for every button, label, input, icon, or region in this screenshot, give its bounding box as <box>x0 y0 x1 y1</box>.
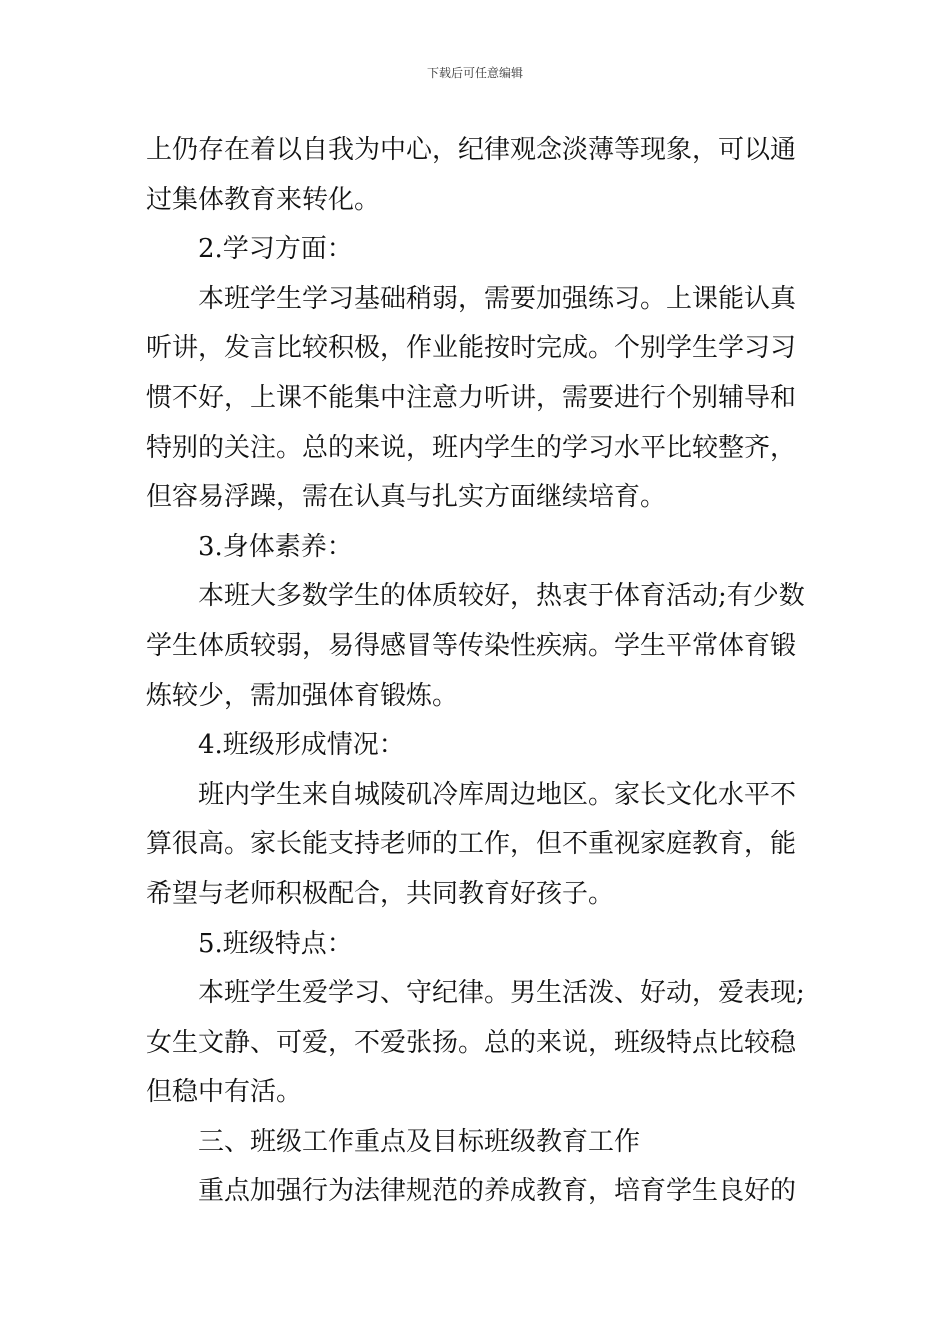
section-heading: 4.班级形成情况： <box>198 730 405 761</box>
text-line: 学生体质较弱，易得感冒等传染性疾病。学生平常体育锻 <box>146 630 797 661</box>
text-line: 炼较少，需加强体育锻炼。 <box>146 680 459 711</box>
text-line: 希望与老师积极配合，共同教育好孩子。 <box>146 878 615 909</box>
section-heading: 3.身体素养： <box>198 531 353 562</box>
section-heading: 三、班级工作重点及目标班级教育工作 <box>198 1126 641 1157</box>
page-header: 下载后可任意编辑 <box>426 66 523 80</box>
section-heading: 2.学习方面： <box>198 234 353 265</box>
text-line: 特别的关注。总的来说，班内学生的学习水平比较整齐， <box>146 432 797 463</box>
text-line: 过集体教育来转化。 <box>146 184 381 215</box>
paragraph-start: 本班大多数学生的体质较好，热衷于体育活动;有少数 <box>198 581 805 612</box>
text-line: 听讲，发言比较积极，作业能按时完成。个别学生学习习 <box>146 333 797 364</box>
text-line: 算很高。家长能支持老师的工作，但不重视家庭教育，能 <box>146 829 797 860</box>
document-body <box>146 126 806 1217</box>
section-heading: 5.班级特点： <box>198 928 353 959</box>
paragraph-start: 本班学生爱学习、守纪律。男生活泼、好动，爱表现; <box>198 978 805 1009</box>
paragraph-start: 班内学生来自城陵矶冷库周边地区。家长文化水平不 <box>198 779 797 810</box>
text-line: 女生文静、可爱，不爱张扬。总的来说，班级特点比较稳 <box>146 1027 797 1058</box>
text-line: 但容易浮躁，需在认真与扎实方面继续培育。 <box>146 482 667 513</box>
paragraph-start: 本班学生学习基础稍弱，需要加强练习。上课能认真 <box>198 283 797 314</box>
text-line: 惯不好，上课不能集中注意力听讲，需要进行个别辅导和 <box>146 382 797 413</box>
text-line: 上仍存在着以自我为中心，纪律观念淡薄等现象，可以通 <box>146 135 797 165</box>
text-line: 但稳中有活。 <box>146 1077 303 1108</box>
paragraph-start: 重点加强行为法律规范的养成教育，培育学生良好的 <box>198 1176 797 1207</box>
